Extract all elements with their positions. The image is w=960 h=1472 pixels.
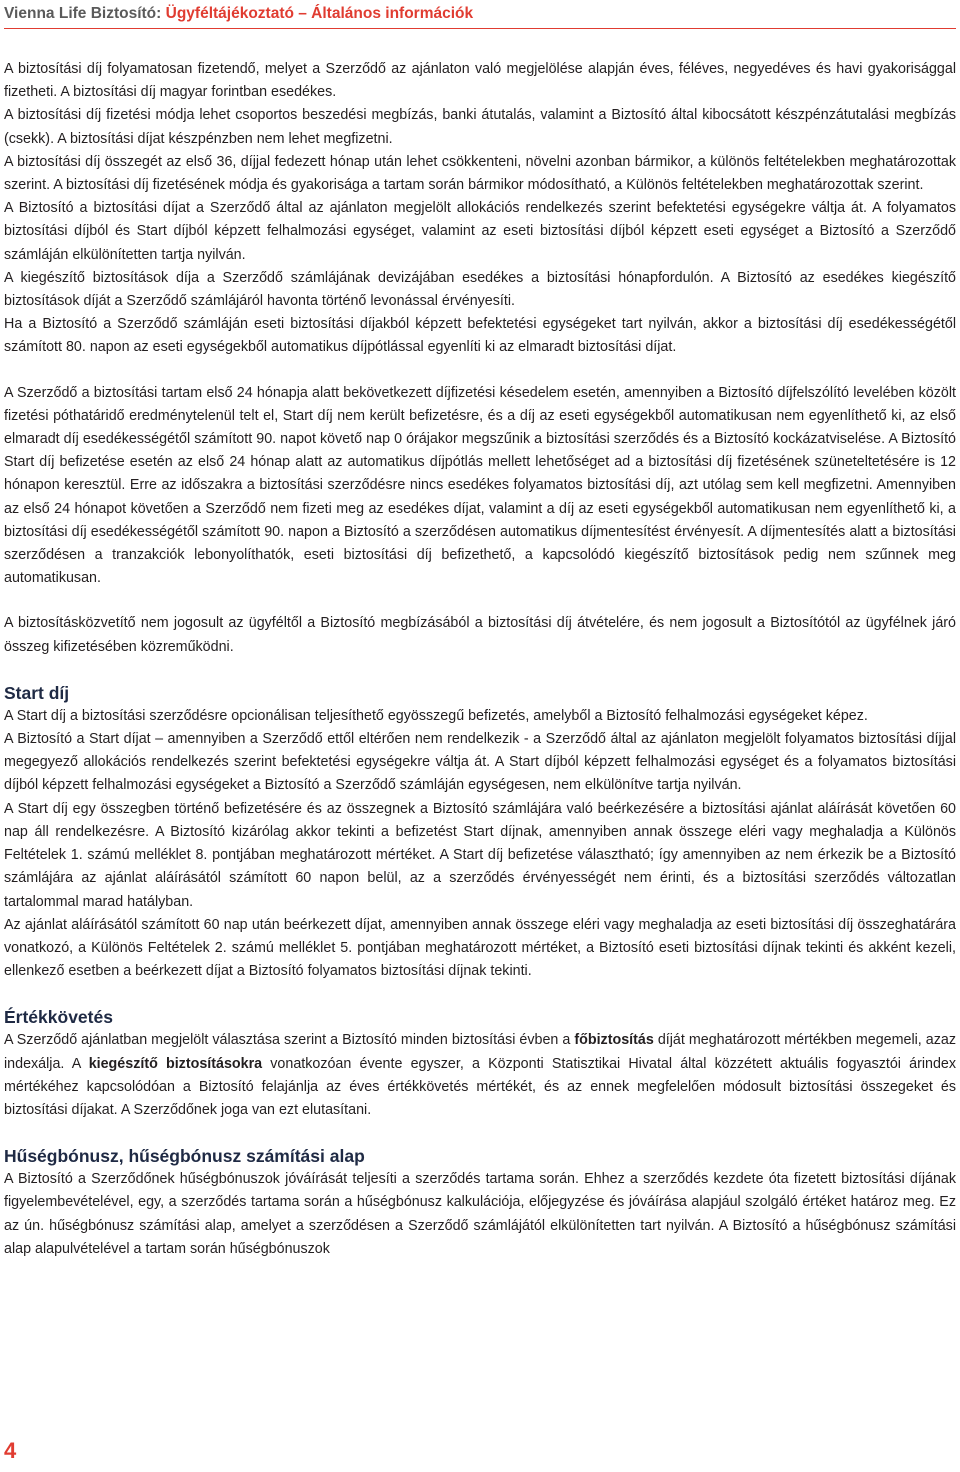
- paragraph: [4, 1029, 956, 1122]
- text-run: vonatkozóan évente egyszer, a Központi Statisztikai Hivatal által közzétett aktuális fogyasztói árindex mértékéhez kapcsolódóan a Biztosító felajánlja az éves értékkövetés mértékét, és az ennek megfelelően módosult biztosítási összegeket és biztosítási díjakat. A Szerződőnek joga van ezt elutasítani.: [4, 1055, 957, 1118]
- section-heading-start-fee: Start díj: [4, 682, 70, 703]
- paragraph: A biztosítási díj fizetési módja lehet csoportos beszedési megbízás, banki átutalás, valamint a Biztosító által kibocsátott készpénzátutalási megbízás (csekk). A biztosítási díjat készpénzben nem lehet megfizetni.: [4, 107, 956, 147]
- paragraph: A biztosítási díj folyamatosan fizetendő, melyet a Szerződő az ajánlaton való megjelölése alapján éves, féléves, negyedéves és havi gyakorisággal fizetheti. A biztosítási díj magyar forintban esedékes.: [4, 61, 956, 101]
- paragraph: A Start díj egy összegben történő befizetésére és az összegnek a Biztosító számlájára való beérkezésére a biztosítási ajánlat aláírását követően 60 nap áll rendelkezésre. A Biztosító kizárólag akkor tekinti a befizetést Start díjnak, amennyiben annak összege eléri vagy meghaladja a Különös Feltételek 1. számú melléklet 8. pontjában meghatározott mértéket. A Start díj befizetése választható; így amennyiben az nem érkezik be a Biztosító számlájára az ajánlat aláírásától számított 60 napon belül, az a szerződés érvényességét nem érinti, és a biztosítási szerződés változatlan tartalommal marad hatályban.: [4, 800, 956, 910]
- paragraph: Az ajánlat aláírásától számított 60 nap után beérkezett díjat, amennyiben annak összege eléri vagy meghaladja az eseti biztosítási díj összeghatárára vonatkozó, a Különös Feltételek 2. számú melléklet 5. pontjában meghatározott mértéket, a Biztosító eseti biztosítási díjnak tekinti és akként kezeli, ellenkező esetben a beérkezett díjat a Biztosító folyamatos biztosítási díjnak tekinti.: [4, 916, 956, 980]
- paragraph: A biztosítási díj összegét az első 36, díjjal fedezett hónap után lehet csökkenteni, növelni azonban bármikor, a különös feltételekben meghatározottak szerint. A biztosítási díj fizetésének módja és gyakorisága a tartam során bármikor módosítható, a Különös feltételekben meghatározottak szerint.: [4, 153, 956, 194]
- header-brand: Vienna Life Biztosító:: [4, 5, 162, 22]
- document-body: [4, 58, 956, 1261]
- header-title: [4, 4, 956, 24]
- page-header: [4, 4, 956, 34]
- paragraph: A Biztosító a Start díjat – amennyiben a Szerződő ettől eltérően nem rendelkezik - a Szerződő által az ajánlaton megjelölt folyamatos biztosítási díjjal megegyező allokációs rendelkezés szerint befektetési egységekre váltja át. A Start díjból képzett felhalmozási egységet és a folyamatos biztosítási díjból képzett felhalmozási egységeket a Biztosító a Szerződő számláján egységesen, nem elkülönítve tartja nyilván.: [4, 731, 956, 794]
- paragraph: A Biztosító a biztosítási díjat a Szerződő által az ajánlaton megjelölt allokációs rendelkezés szerint befektetési egységekre váltja át. A folyamatos biztosítási díjból és Start díjból képzett felhalmozási egységet, valamint az eseti biztosítási díjból képzett eseti egységet a Biztosító a Szerződő számláján elkülönítetten tartja nyilván.: [4, 200, 956, 263]
- paragraph: A kiegészítő biztosítások díja a Szerződő számlájának devizájában esedékes a biztosítási hónapfordulón. A Biztosító az esedékes kiegészítő biztosítások díját a Szerződő számlájáról havonta történő levonással érvényesíti.: [4, 269, 956, 310]
- paragraph: A Szerződő a biztosítási tartam első 24 hónapja alatt bekövetkezett díjfizetési késedelem esetén, amennyiben a Biztosító díjfelszólító levelében közölt fizetési póthatáridő eredménytelenül telt el, Start díj nem került befizetésre, és a díj az eseti egységekből automatikusan nem egyenlíthető ki, az első elmaradt díj esedékességétől számított 90. napot követő nap 0 órájakor megszűnik a biztosítási szerződés és a Biztosító kockázatviselése. A Biztosító Start díj befizetése esetén az első 24 hónap alatt az automatikus díjpótlás mellett lehetőséget ad a biztosítási díj fizetésének szüneteltetésére is 12 hónapon keresztül. Erre az időszakra a biztosítási szerződésre nincs esedékes folyamatos biztosítási díj, azt utólag sem kell megfizetni. Amennyiben az első 24 hónapot követően a Szerződő nem fizeti meg az esedékes díjat, valamint a díj az eseti egységekből automatikusan nem egyenlíthető ki, a biztosítási díj esedékességétől számított 90. napon a Biztosító a szerződésen automatikus díjmentesítést érvényesít. A díjmentesítés alatt a biztosítási szerződésen a tranzakciók lebonyolíthatók, eseti biztosítási díj befizethető, a kapcsolódó kiegészítő biztosítások pedig nem szűnnek meg automatikusan.: [4, 384, 956, 587]
- paragraph: A Biztosító a Szerződőnek hűségbónuszok jóváírását teljesíti a szerződés tartama során. Ehhez a szerződés kezdete óta fizetett biztosítási díjának figyelembevételével, egy, a szerződés tartama során a hűségbónusz kalkulációja, előjegyzése és jóváírása alapjául szolgáló értéket határoz meg. Ez az ún. hűségbónusz számítási alap, amelyet a szerződésen a Szerződő számlájától elkülönítetten tart nyilván. A Biztosító a hűségbónusz számítási alap alapulvételével a tartam során hűségbónuszok: [4, 1171, 956, 1257]
- bold-term: főbiztosítás: [574, 1032, 654, 1049]
- bold-term: kiegészítő biztosításokra: [88, 1055, 263, 1072]
- text-run: A Szerződő ajánlatban megjelölt választása szerint a Biztosító minden biztosítási évben a: [4, 1032, 575, 1049]
- paragraph: Ha a Biztosító a Szerződő számláján eseti biztosítási díjakból képzett befektetési egységeket tart nyilván, akkor a biztosítási díj esedékességétől számított 80. napon az eseti egységekből automatikus díjpótlással egyenlíti ki az elmaradt biztosítási díjat.: [4, 316, 956, 356]
- header-divider: [4, 28, 956, 29]
- paragraph: A biztosításközvetítő nem jogosult az ügyféltől a Biztosító megbízásából a biztosítási díj átvételére, és nem jogosult a Biztosítótól az ügyfélnek járó összeg kifizetésében közreműködni.: [4, 615, 956, 655]
- section-heading-loyalty-bonus: Hűségbónusz, hűségbónusz számítási alap: [4, 1146, 365, 1167]
- text-run: díját meghatározott mértékben megemeli, azaz indexálja. A: [4, 1032, 956, 1072]
- paragraph: A Start díj a biztosítási szerződésre opcionálisan teljesíthető egyösszegű befizetés, amelyből a Biztosító felhalmozási egységeket képez.: [4, 707, 868, 724]
- section-heading-indexation: Értékkövetés: [4, 1007, 113, 1028]
- header-section: Ügyféltájékoztató – Általános információk: [165, 5, 474, 22]
- page-number: 4: [4, 1438, 17, 1463]
